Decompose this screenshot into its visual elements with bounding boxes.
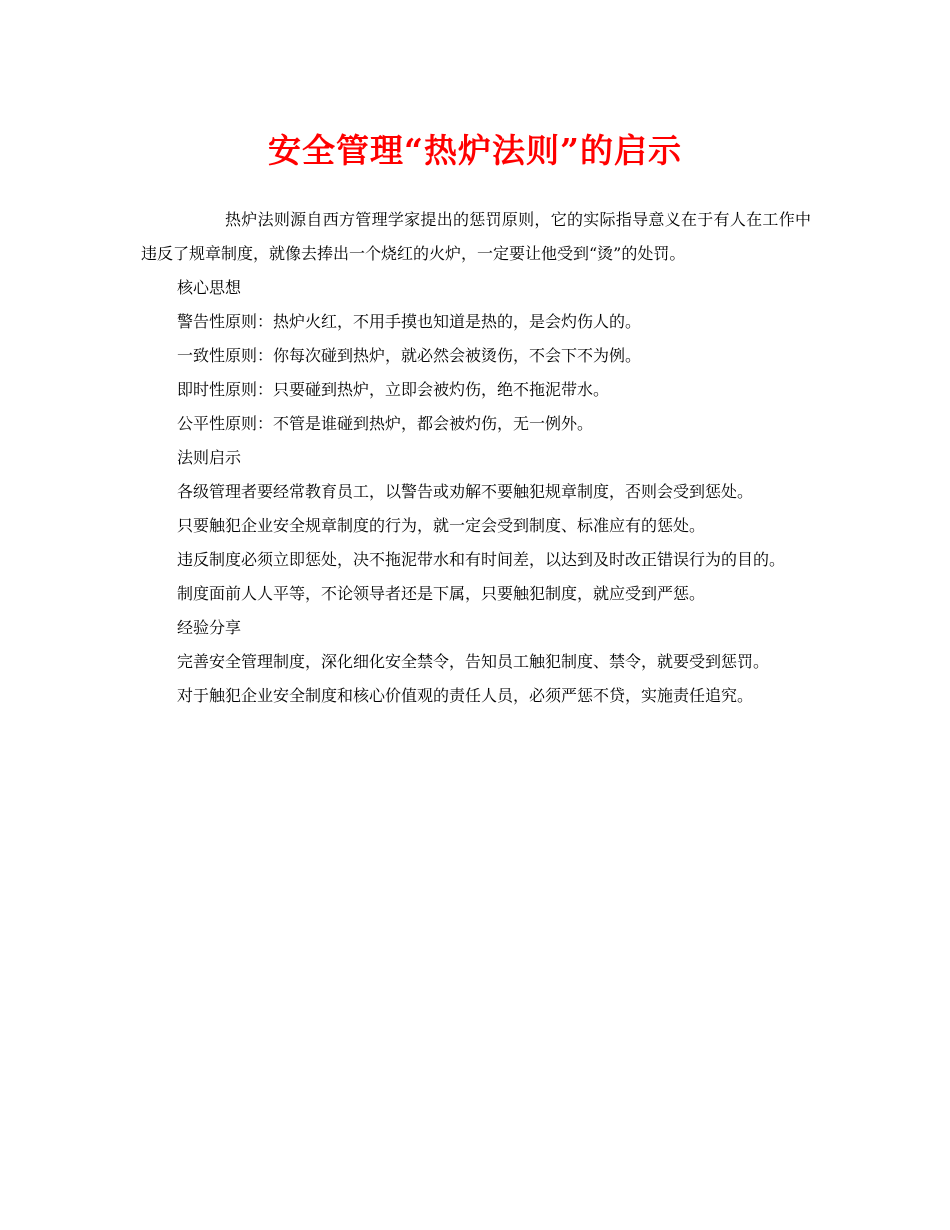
section-heading-core-idea: 核心思想 — [177, 278, 242, 297]
principle-fairness: 公平性原则：不管是谁碰到热炉，都会被灼伤，无一例外。 — [177, 414, 594, 433]
insight-paragraph-2: 只要触犯企业安全规章制度的行为，就一定会受到制度、标准应有的惩处。 — [177, 516, 706, 535]
document-title: 安全管理“热炉法则”的启示 — [268, 131, 682, 170]
document-body — [141, 203, 811, 713]
insight-paragraph-4: 制度面前人人平等，不论领导者还是下属，只要触犯制度，就应受到严惩。 — [177, 584, 706, 603]
section-heading-experience: 经验分享 — [177, 618, 242, 637]
principle-consistency: 一致性原则：你每次碰到热炉，就必然会被烫伤，不会下不为例。 — [177, 346, 642, 365]
principle-immediacy: 即时性原则：只要碰到热炉，立即会被灼伤，绝不拖泥带水。 — [177, 380, 610, 399]
insight-paragraph-3: 违反制度必须立即惩处，决不拖泥带水和有时间差，以达到及时改正错误行为的目的。 — [177, 550, 786, 569]
experience-paragraph-1: 完善安全管理制度，深化细化安全禁令，告知员工触犯制度、禁令，就要受到惩罚。 — [177, 652, 770, 671]
insight-paragraph-1: 各级管理者要经常教育员工，以警告或劝解不要触犯规章制度，否则会受到惩处。 — [177, 482, 754, 501]
principle-warning: 警告性原则：热炉火红，不用手摸也知道是热的，是会灼伤人的。 — [177, 312, 642, 331]
experience-paragraph-2: 对于触犯企业安全制度和核心价值观的责任人员，必须严惩不贷，实施责任追究。 — [177, 686, 754, 705]
intro-paragraph: 热炉法则源自西方管理学家提出的惩罚原则，它的实际指导意义在于有人在工作中违反了规章制度，就像去捧出一个烧红的火炉，一定要让他受到“烫”的处罚。 — [141, 210, 811, 263]
section-heading-insights: 法则启示 — [177, 448, 242, 467]
